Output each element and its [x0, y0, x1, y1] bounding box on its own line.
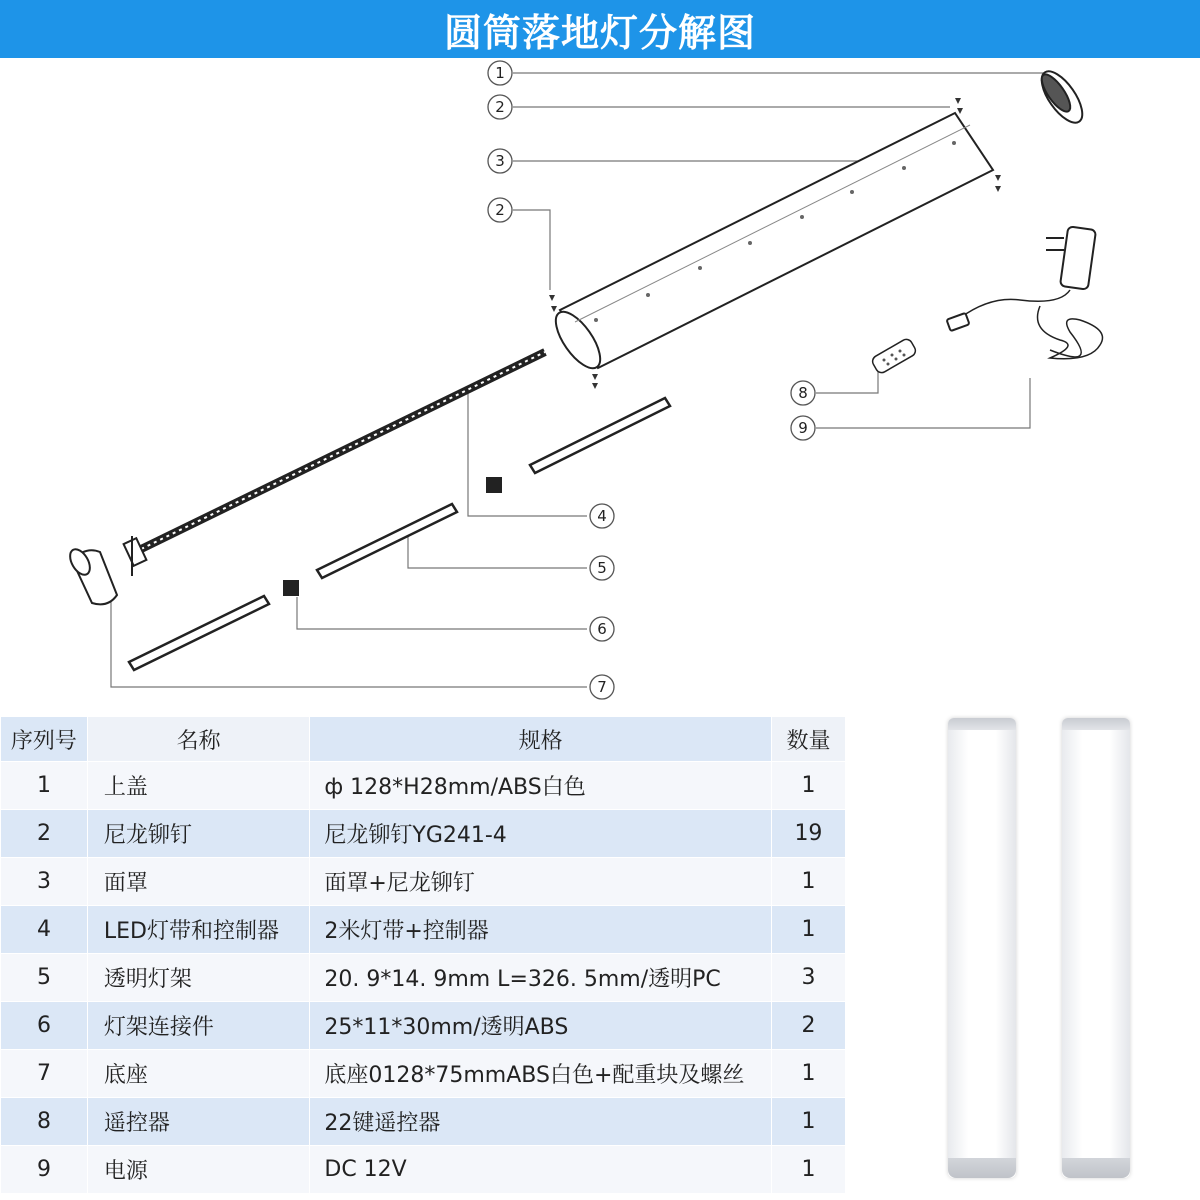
row-name: 电源: [87, 1146, 310, 1194]
table-row: [1, 954, 846, 1002]
callout-number: 3: [495, 152, 505, 170]
lamp-product-image: [948, 718, 1016, 1178]
row-spec: ф 128*H28mm/ABS白色: [310, 762, 772, 810]
callout-number: 6: [597, 620, 607, 638]
row-index: 7: [1, 1050, 88, 1098]
header-index: 序列号: [1, 717, 88, 762]
header-qty: 数量: [771, 717, 845, 762]
row-name: 遥控器: [87, 1098, 310, 1146]
row-spec: DC 12V: [310, 1146, 772, 1194]
row-qty: 1: [771, 1098, 845, 1146]
row-index: 3: [1, 858, 88, 906]
remote-control-part: [870, 337, 917, 375]
callout-number: 8: [798, 384, 808, 402]
row-name: LED灯带和控制器: [87, 906, 310, 954]
power-supply-part: [947, 226, 1103, 358]
row-spec: 底座0128*75mmABS白色+配重块及螺丝: [310, 1050, 772, 1098]
led-strip-part: [124, 352, 545, 576]
parts-spec-table: [0, 716, 846, 1194]
row-index: 1: [1, 762, 88, 810]
exploded-view-diagram: [0, 58, 1200, 708]
title-banner: [0, 0, 1200, 58]
table-row: [1, 1050, 846, 1098]
row-spec: 尼龙铆钉YG241-4: [310, 810, 772, 858]
row-spec: 2米灯带+控制器: [310, 906, 772, 954]
callout-number: 2: [495, 98, 505, 116]
row-qty: 3: [771, 954, 845, 1002]
row-index: 8: [1, 1098, 88, 1146]
callout-number: 7: [597, 678, 607, 696]
callout-markers: [488, 61, 815, 699]
row-name: 透明灯架: [87, 954, 310, 1002]
row-spec: 22键遥控器: [310, 1098, 772, 1146]
header-spec: 规格: [310, 717, 772, 762]
row-index: 9: [1, 1146, 88, 1194]
row-qty: 1: [771, 906, 845, 954]
row-qty: 2: [771, 1002, 845, 1050]
callout-number: 4: [597, 507, 607, 525]
row-index: 5: [1, 954, 88, 1002]
row-name: 面罩: [87, 858, 310, 906]
row-index: 4: [1, 906, 88, 954]
row-spec: 面罩+尼龙铆钉: [310, 858, 772, 906]
lamp-product-image: [1062, 718, 1130, 1178]
row-qty: 19: [771, 810, 845, 858]
table-header-row: [1, 717, 846, 762]
table-row: [1, 1098, 846, 1146]
callout-number: 9: [798, 419, 808, 437]
table-row: [1, 810, 846, 858]
table-row: [1, 762, 846, 810]
header-name: 名称: [87, 717, 310, 762]
top-cap-part: [1034, 65, 1090, 129]
callout-number: 5: [597, 559, 607, 577]
base-part: [66, 546, 117, 605]
row-name: 底座: [87, 1050, 310, 1098]
row-index: 2: [1, 810, 88, 858]
row-index: 6: [1, 1002, 88, 1050]
row-name: 灯架连接件: [87, 1002, 310, 1050]
table-row: [1, 906, 846, 954]
row-name: 上盖: [87, 762, 310, 810]
table-row: [1, 858, 846, 906]
row-qty: 1: [771, 1050, 845, 1098]
table-row: [1, 1146, 846, 1194]
callout-number: 1: [495, 64, 505, 82]
callout-number: 2: [495, 201, 505, 219]
row-name: 尼龙铆钉: [87, 810, 310, 858]
row-spec: 25*11*30mm/透明ABS: [310, 1002, 772, 1050]
table-row: [1, 1002, 846, 1050]
row-qty: 1: [771, 1146, 845, 1194]
row-qty: 1: [771, 858, 845, 906]
row-spec: 20. 9*14. 9mm L=326. 5mm/透明PC: [310, 954, 772, 1002]
page-title: 圆筒落地灯分解图: [443, 10, 756, 55]
row-qty: 1: [771, 762, 845, 810]
cover-part: [548, 113, 993, 375]
